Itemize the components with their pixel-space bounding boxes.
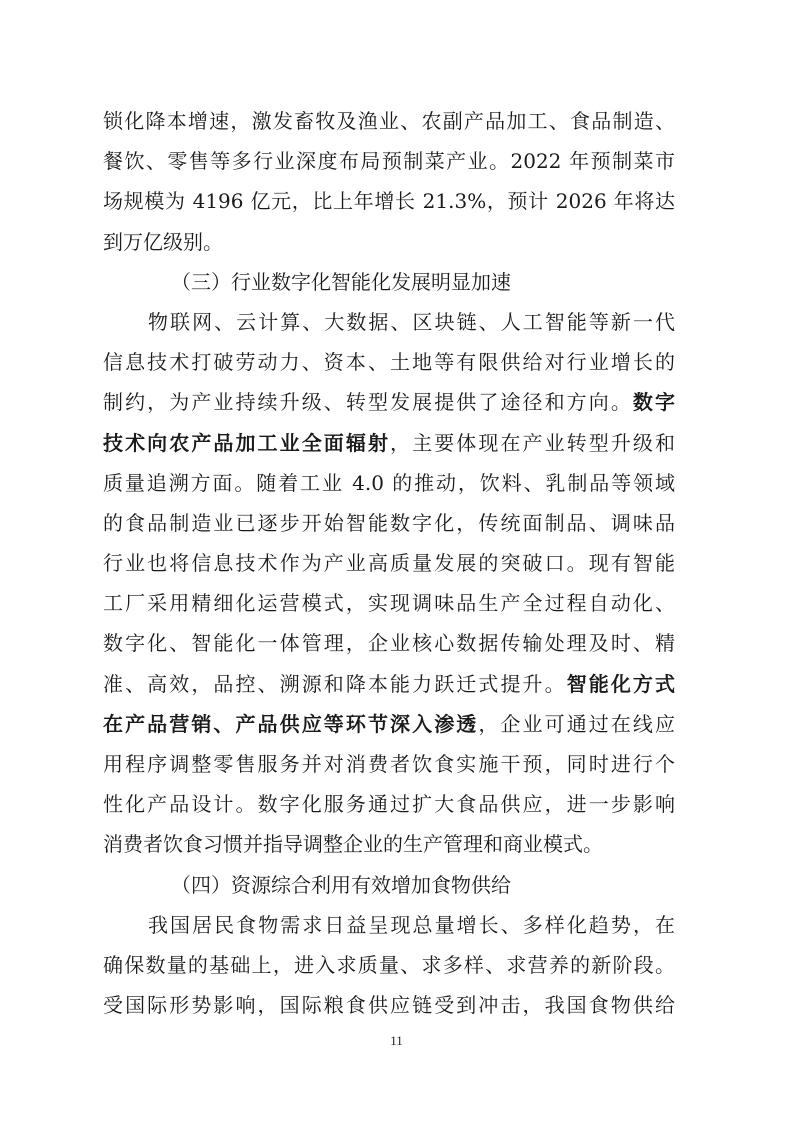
text-run: 质量追溯方面。随着工业 4.0 的推动，饮料、乳制品等领域 bbox=[103, 470, 675, 495]
section-heading-3 bbox=[103, 262, 675, 302]
section-heading-4 bbox=[103, 865, 675, 905]
text-line bbox=[103, 423, 675, 463]
text-run: 到万亿级别。 bbox=[103, 229, 223, 254]
text-line bbox=[103, 222, 675, 262]
text-run: 行业也将信息技术作为产业高质量发展的突破口。现有智能 bbox=[103, 551, 675, 576]
text-line bbox=[103, 824, 675, 864]
text-line bbox=[103, 945, 675, 985]
text-run: ，主要体现在产业转型升级和 bbox=[390, 430, 676, 455]
text-run: 场规模为 4196 亿元，比上年增长 21.3%，预计 2026 年将达 bbox=[103, 189, 675, 214]
text-line bbox=[103, 302, 675, 342]
text-line bbox=[103, 141, 675, 181]
text-line bbox=[103, 543, 675, 583]
text-run: 性化产品设计。数字化服务通过扩大食品供应，进一步影响 bbox=[103, 792, 675, 817]
text-run: 餐饮、零售等多行业深度布局预制菜产业。2022 年预制菜市 bbox=[103, 149, 675, 174]
text-line bbox=[103, 744, 675, 784]
text-run: 受国际形势影响，国际粮食供应链受到冲击，我国食物供给 bbox=[103, 993, 675, 1018]
text-line bbox=[103, 503, 675, 543]
text-run: ，企业可通过在线应 bbox=[478, 711, 676, 736]
heading-text: （四）资源综合利用有效增加食物供给 bbox=[171, 872, 511, 897]
heading-text: （三）行业数字化智能化发展明显加速 bbox=[171, 269, 511, 294]
text-run: 准、高效，品控、溯源和降本能力跃迁式提升。 bbox=[103, 671, 567, 696]
text-line bbox=[103, 101, 675, 141]
text-run: 数字化、智能化一体管理，企业核心数据传输处理及时、精 bbox=[103, 631, 675, 656]
document-body bbox=[103, 101, 675, 1025]
text-run: 制约，为产业持续升级、转型发展提供了途径和方向。 bbox=[103, 390, 633, 415]
text-line bbox=[103, 463, 675, 503]
text-run: 物联网、云计算、大数据、区块链、人工智能等新一代 bbox=[148, 309, 675, 334]
text-line bbox=[103, 905, 675, 945]
text-run: 用程序调整零售服务并对消费者饮食实施干预，同时进行个 bbox=[103, 752, 675, 776]
text-run: 锁化降本增速，激发畜牧及渔业、农副产品加工、食品制造、 bbox=[103, 109, 675, 133]
bold-text-run: 数字 bbox=[632, 390, 676, 415]
text-run: 工厂采用精细化运营模式，实现调味品生产全过程自动化、 bbox=[103, 591, 675, 616]
text-line bbox=[103, 784, 675, 824]
text-line bbox=[103, 664, 675, 704]
text-line bbox=[103, 623, 675, 663]
text-line bbox=[103, 985, 675, 1025]
page-number: 11 bbox=[390, 1033, 403, 1048]
text-line bbox=[103, 382, 675, 422]
text-line bbox=[103, 181, 675, 221]
bold-text-run: 智能化方式 bbox=[566, 671, 676, 696]
bold-text-run: 技术向农产品加工业全面辐射 bbox=[103, 430, 391, 455]
text-line bbox=[103, 704, 675, 744]
text-run: 我国居民食物需求日益呈现总量增长、多样化趋势，在 bbox=[148, 912, 675, 937]
text-run: 确保数量的基础上，进入求质量、求多样、求营养的新阶段。 bbox=[103, 952, 675, 977]
text-line bbox=[103, 583, 675, 623]
text-run: 信息技术打破劳动力、资本、土地等有限供给对行业增长的 bbox=[103, 350, 675, 375]
text-run: 消费者饮食习惯并指导调整企业的生产管理和商业模式。 bbox=[103, 832, 603, 857]
bold-text-run: 在产品营销、产品供应等环节深入渗透 bbox=[103, 711, 479, 736]
text-run: 的食品制造业已逐步开始智能数字化，传统面制品、调味品 bbox=[103, 510, 675, 535]
text-line bbox=[103, 342, 675, 382]
